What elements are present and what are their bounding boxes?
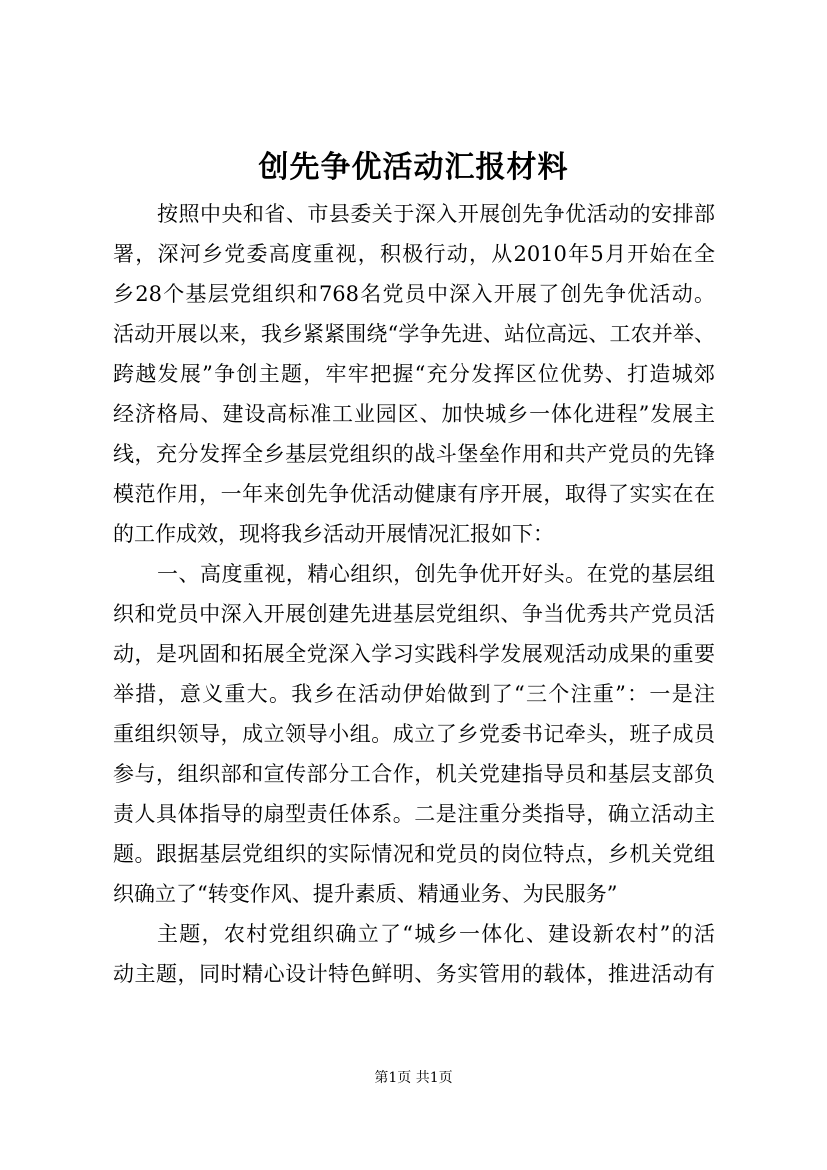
paragraph-1-line-7: 线，充分发挥全乡基层党组织的战斗堡垒作用和共产党员的先锋 — [113, 442, 715, 466]
document-title: 创先争优活动汇报材料 — [258, 150, 569, 185]
paragraph-1-line-5: 跨越发展”争创主题，牢牢把握“充分发挥区位优势、打造城郊 — [113, 362, 715, 386]
paragraph-1-line-8: 模范作用，一年来创先争优活动健康有序开展，取得了实实在在 — [113, 482, 715, 506]
paragraph-2-line-4: 举措，意义重大。我乡在活动伊始做到了“三个注重”：一是注 — [113, 682, 715, 706]
paragraph-2-line-1: 一、高度重视，精心组织，创先争优开好头。在党的基层组 — [157, 562, 715, 586]
paragraph-2-line-8: 题。跟据基层党组织的实际情况和党员的岗位特点，乡机关党组 — [113, 842, 715, 866]
paragraph-2-line-6: 参与，组织部和宣传部分工合作，机关党建指导员和基层支部负 — [113, 762, 715, 786]
paragraph-1-line-9: 的工作成效，现将我乡活动开展情况汇报如下： — [113, 522, 554, 546]
document-body — [113, 194, 715, 994]
page-footer: 第1页 共1页 — [374, 1070, 453, 1086]
paragraph-3-line-1: 主题，农村党组织确立了“城乡一体化、建设新农村”的活 — [157, 922, 715, 946]
paragraph-1-line-4: 活动开展以来，我乡紧紧围绕“学争先进、站位高远、工农并举、 — [113, 322, 715, 346]
paragraph-2-line-7: 责人具体指导的扇型责任体系。二是注重分类指导，确立活动主 — [113, 802, 715, 826]
paragraph-2-line-5: 重组织领导，成立领导小组。成立了乡党委书记牵头，班子成员 — [113, 722, 715, 746]
paragraph-1-line-1: 按照中央和省、市县委关于深入开展创先争优活动的安排部 — [157, 202, 715, 226]
paragraph-3-line-2: 动主题，同时精心设计特色鲜明、务实管用的载体，推进活动有 — [113, 962, 715, 986]
paragraph-1-line-6: 经济格局、建设高标准工业园区、加快城乡一体化进程”发展主 — [113, 402, 715, 426]
paragraph-1-line-2: 署，深河乡党委高度重视，积极行动，从2010年5月开始在全 — [113, 242, 715, 266]
paragraph-2-line-9: 织确立了“转变作风、提升素质、精通业务、为民服务” — [113, 882, 618, 906]
paragraph-2-line-3: 动，是巩固和拓展全党深入学习实践科学发展观活动成果的重要 — [113, 642, 715, 666]
paragraph-2-line-2: 织和党员中深入开展创建先进基层党组织、争当优秀共产党员活 — [113, 602, 715, 626]
paragraph-1-line-3: 乡28个基层党组织和768名党员中深入开展了创先争优活动。 — [113, 282, 715, 306]
